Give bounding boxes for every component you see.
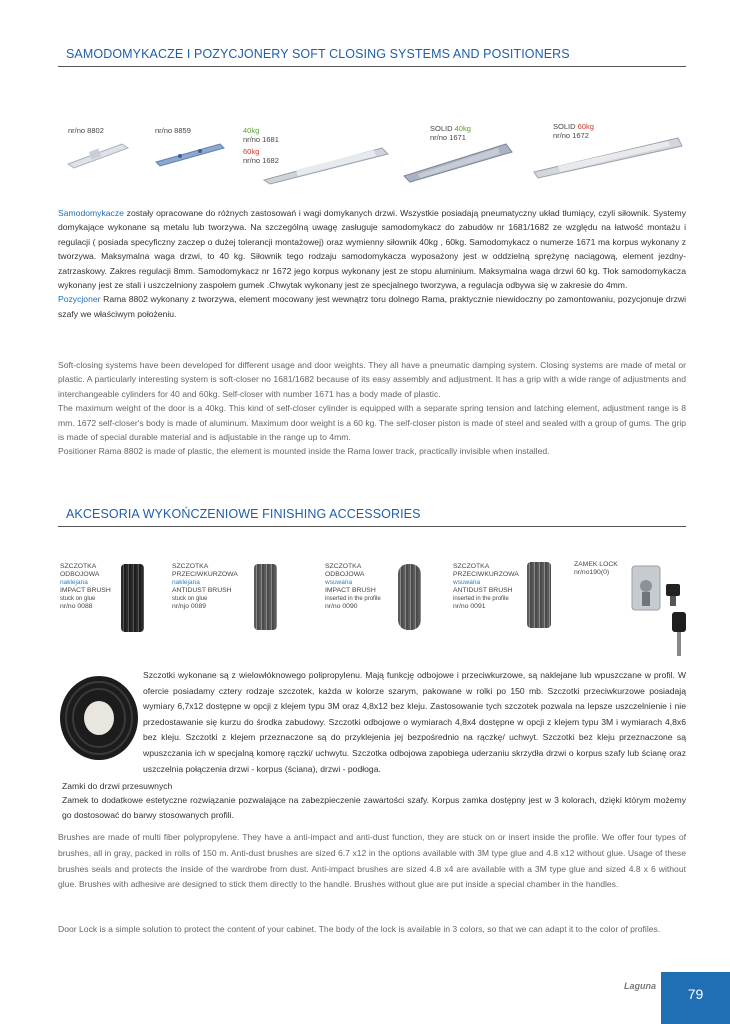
description-paragraph: Positioner Rama 8802 is made of plastic, the element is mounted inside the Rama lower track, practically invisible when installed. (58, 446, 550, 457)
brush-number: nr/no 0090 (325, 603, 358, 610)
product-number-1672: nr/no 1672 (553, 131, 589, 140)
brushes-description-en: Brushes are made of multi fiber polypropylene. They have a anti-impact and anti-dust function, they are stuck on or insert inside the profile. We offer four types of brushes, all in gray, packed in rolls of 150 m. Anti-dust brushes are sized 6.7 x12 in the options available with 3M type glue and 4.8 x12 without glue. Usage of these brushes seals and protects the inside of the wardrobe from dust. Anti-impact brushes are sized 4.8 x4 are available with a 3M type glue and sized 4.8 x 6 without glue. Brushes with adhesive are designed to stick them directly to the handle. Brushes without glue are put inside a special chamber in the handles. (58, 832, 686, 890)
brush-mount: wsuwana (325, 579, 353, 586)
term-pozycjoner: Pozycjoner (58, 294, 101, 305)
soft-closer-1681-image (256, 140, 396, 186)
brush-mount-en: inserted in the profile (325, 596, 381, 602)
brush-type: PRZECIWKURZOWA (453, 571, 519, 578)
antidust-brush-profile-image (527, 562, 551, 628)
lock-subtitle: Zamki do drzwi przesuwnych (62, 781, 173, 791)
brush-name-en: ANTIDUST BRUSH (172, 587, 232, 594)
page-number: 79 (661, 972, 730, 1024)
brush-number: nr/no 0091 (453, 603, 486, 610)
brush-label-0088 (60, 563, 111, 611)
brush-name: SZCZOTKA (60, 563, 97, 570)
brush-label-0091 (453, 563, 519, 611)
lock-text: Zamek to dodatkowe estetyczne rozwiązanie pozwalające na zabezpieczenie zawartości szafy. Korpus zamka dostępny jest w 3 kolorach, dzięki którym możemy go dostosować do barwy stosowanych profili. (62, 795, 686, 820)
brush-name-en: IMPACT BRUSH (325, 587, 376, 594)
product-label-8859: nr/no 8859 (155, 126, 191, 135)
brush-roll-image (58, 672, 140, 764)
product-number-1681: nr/no 1681 (243, 135, 279, 144)
brush-type: PRZECIWKURZOWA (172, 571, 238, 578)
weight-40kg: 40kg (243, 126, 260, 135)
lock-label (574, 561, 618, 577)
product-number-1671: nr/no 1671 (430, 133, 466, 142)
lock-description-pl (62, 779, 686, 822)
section-divider (58, 66, 686, 67)
impact-brush-image (121, 564, 144, 632)
brush-type: ODBOJOWA (60, 571, 100, 578)
brush-name: SZCZOTKA (453, 563, 490, 570)
brush-number: nr/no 0088 (60, 603, 93, 610)
brush-mount: naklejana (172, 579, 200, 586)
term-samodomykacze: Samodomykacze (58, 208, 124, 218)
brand-logo: Laguna (624, 981, 657, 991)
brush-mount-en: inserted in the profile (453, 596, 509, 602)
soft-closing-description-en (58, 358, 686, 459)
weight-40kg: 40kg (454, 124, 471, 133)
weight-60kg: 60kg (577, 122, 594, 131)
description-text: Rama 8802 wykonany z tworzywa, element mocowany jest wewnątrz toru dolnego Rama, praktycznie niewidoczny po zamontowaniu, pozycjonuje drzwi szafy we właściwym położeniu. (58, 294, 686, 319)
section-title-finishing-accessories: AKCESORIA WYKOŃCZENIOWE FINISHING ACCESSORIES (66, 507, 421, 521)
soft-closing-description-pl (58, 206, 686, 321)
brush-type: ODBOJOWA (325, 571, 365, 578)
brush-name: SZCZOTKA (325, 563, 362, 570)
description-paragraph: Soft-closing systems have been developed for different usage and door weights. They all have a pneumatic damping system. Closing systems are made of metal or plastic. A particularly interesting system is soft-closer no 1681/1682 because of its easy assembly and adjustment. It has a grip with a wide range of adjustments and interchangeable cylinders for 40 and 60kg. Self-closer with number 1671 has a body made of plastic. (58, 360, 686, 399)
brush-mount: naklejana (60, 579, 88, 586)
lock-description-en: Door Lock is a simple solution to protect the content of your cabinet. The body of the lock is available in 3 colors, so that we can adapt it to the color of profiles. (58, 924, 661, 934)
impact-brush-profile-image (398, 564, 421, 630)
soft-closer-1671-image (398, 136, 518, 186)
antidust-brush-image (254, 564, 277, 630)
solid-label: SOLID (553, 122, 576, 131)
product-label-8802: nr/no 8802 (68, 126, 104, 135)
brush-name: SZCZOTKA (172, 563, 209, 570)
section-divider (58, 526, 686, 527)
brush-mount-en: stuck on glue (60, 596, 96, 602)
door-lock-image (624, 562, 688, 662)
lock-number: nr/no190(0) (574, 569, 610, 576)
brush-name-en: ANTIDUST BRUSH (453, 587, 513, 594)
brush-label-0090 (325, 563, 381, 611)
brush-name-en: IMPACT BRUSH (60, 587, 111, 594)
positioner-8802-image (64, 138, 132, 170)
soft-closer-8859-image (150, 138, 230, 168)
section-title-soft-closing: SAMODOMYKACZE I POZYCJONERY SOFT CLOSING SYSTEMS AND POSITIONERS (66, 47, 570, 61)
product-number-1682: nr/no 1682 (243, 156, 279, 165)
lock-name: ZAMEK LOCK (574, 561, 618, 568)
solid-label: SOLID (430, 124, 453, 133)
brush-mount-en: stuck on glue (172, 596, 208, 602)
brush-mount: wsuwana (453, 579, 481, 586)
weight-60kg: 60kg (243, 147, 260, 156)
brush-label-0089 (172, 563, 238, 611)
soft-closer-1672-image (528, 132, 688, 180)
description-paragraph: The maximum weight of the door is a 40kg. This kind of self-closer cylinder is equipped with a separate spring tension and latching element, adjustment range is 8 mm. 1672 self-closer's body is made of aluminum. Maximum door weight is a 60 kg. The self-closer piston is made of steel and sealed with a group of gums. The grip is made of special durable material and is adjustable in the range up to 4mm. (58, 403, 687, 443)
description-text: zostały opracowane do różnych zastosowań i wagi domykanych drzwi. Wszystkie posiadają pneumatyczny układ tłumiący, czyli siłownik. Systemy domykające wykonane są metalu lub tworzywa. Na szczególną uwagę zasługuje samodomykacz do zabudów nr 1681/1682 ze względu na łatwość montażu i regulacji ( posiada specyficzny zaczep o dużej tolerancji montażowej) oraz wymienny siłownik 40kg , 60kg. Samodomykacz o numerze 1671 ma korpus wykonany z tworzywa. Maksymalna waga drzwi, to 40 kg. Siłownik tego rodzaju samodomykacza wyposażony jest w oddzielną sprężynę naciągową, element jezdny- zatrzaskowy. Zakres regulacji 8mm. Samodomykacz nr 1672 jego korpus wykonany jest ze stopu aluminium. Maksymalna waga drzwi 60 kg. Tłok samodomykacza wykonany jest ze stali i uszczelniony zaspołem gumek .Chwytak wykonany jest ze specjalnego tworzywa, a regulacja odbywa się w zakresie do 4mm. (58, 208, 686, 291)
brushes-description-pl: Szczotki wykonane są z wielowłóknowego polipropylenu. Mają funkcję odbojowe i przeciwkurzowe, są naklejane lub wpuszczane w profil. W ofercie posiadamy cztery rodzaje szczotek, każda w kolorze szarym, pakowane w rolki po 150 mb. Szczotki przeciwkurzowe posiadają wymiary 6,7x12 dostępne w opcji z klejem typu 3M oraz 4,8x12 bez kleju. Zastosowanie tych szczotek pozwala na lepsze uszczelnienie i nie przedostawanie się kurzu do środka zabudowy. Szczotki odbojowe o wymiarach 4,8x4 dostępne w opcji z klejem typu 3M i wymiarach 4,8x6 bez kleju. Szczotki z klejem przeznaczone są do przyklejenia jej bezpośrednio na rączkę/ uchwyt. Szczotki bez kleju przeznaczone są wpuszczania ich w specjalną komorę rączki/ uchwytu. Szczotka odbojowa zapobiega uderzaniu skrzydła drzwi o korpus szafy lub ścianę oraz uszczelnia połączenia drzwi - korpus (ściana), drzwi - podłoga. (143, 670, 686, 774)
brush-number: nr/njo 0089 (172, 603, 207, 610)
